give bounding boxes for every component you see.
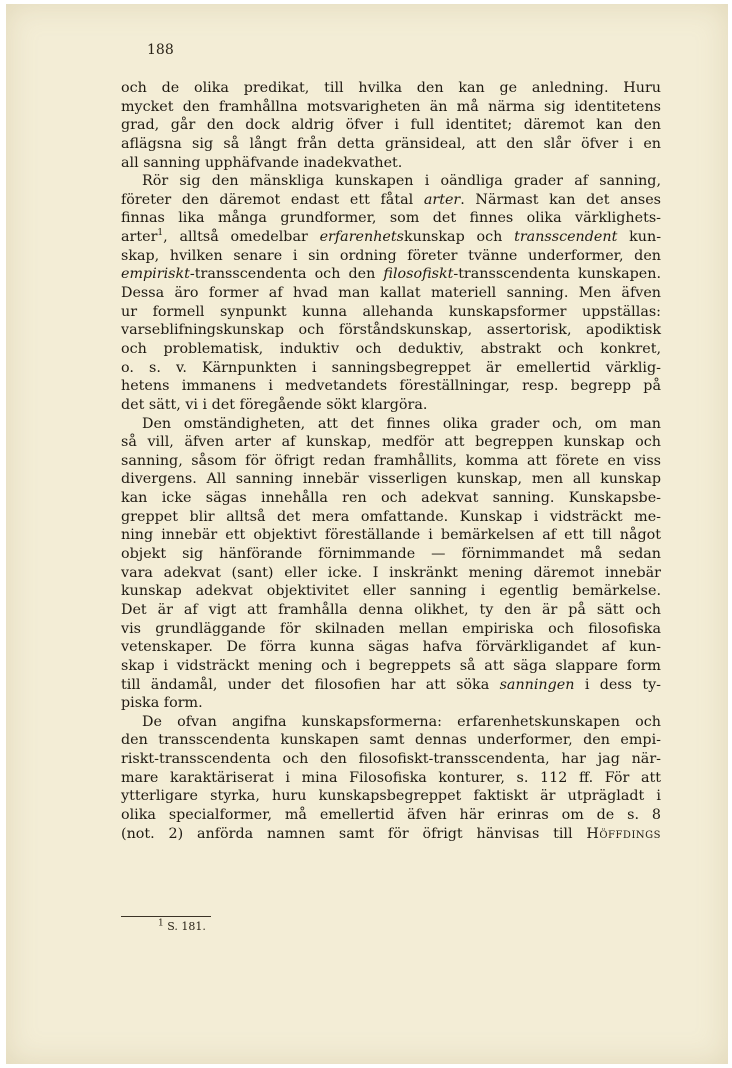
text-line — [121, 657, 661, 676]
text-line — [121, 228, 661, 247]
text-run: ytterligare styrka, huru kunskapsbegreppet faktiskt är utprägladt i — [121, 788, 661, 805]
text-run: den transscendenta kunskapen samt dennas underformer, den empi- — [121, 732, 661, 749]
text-line — [121, 825, 661, 844]
text-run: objekt sig hänförande förnimmande — förnimmandet må sedan — [121, 546, 661, 563]
text-run: och problematisk, induktiv och deduktiv, abstrakt och konkret, — [121, 340, 661, 357]
emphasis-text: transscendent — [514, 229, 618, 246]
text-line — [121, 340, 661, 359]
text-line — [121, 265, 661, 284]
text-run: vis grundläggande för skilnaden mellan empiriska och filosofiska — [121, 620, 661, 637]
text-line — [121, 79, 661, 98]
text-run: i dess ty- — [584, 676, 661, 693]
text-run: ning innebär ett objektivt föreställande i bemärkelsen af ett till något — [121, 527, 661, 544]
footnote-text: S. 181. — [167, 920, 206, 933]
text-line — [121, 676, 661, 695]
text-line — [121, 620, 661, 639]
body-text — [121, 79, 661, 843]
text-line — [121, 545, 661, 564]
text-run: mare karaktäriserat i mina Filosofiska konturer, s. 112 ff. För att — [121, 769, 661, 786]
text-line — [121, 172, 661, 191]
text-run: det sätt, vi i det föregående sökt klargöra. — [121, 396, 428, 413]
emphasis-text: filosofiskt — [383, 266, 454, 283]
text-line — [121, 98, 661, 117]
author-name: Höffdings — [586, 825, 661, 842]
text-line — [121, 787, 661, 806]
text-run: finnas lika många grundformer, som det finnes olika värklighets- — [121, 210, 661, 227]
text-run: arter — [121, 229, 158, 246]
text-line — [121, 731, 661, 750]
text-run: -transscendenta och den — [189, 266, 376, 283]
text-line — [121, 247, 661, 266]
text-line — [121, 359, 661, 378]
text-run: olika specialformer, må emellertid äfven här erinras om de s. 8 — [121, 806, 661, 823]
text-line — [121, 396, 661, 415]
text-run: Det är af vigt att framhålla denna olikhet, ty den är på sätt och — [121, 601, 661, 618]
text-line — [121, 284, 661, 303]
footnote-marker: 1 — [158, 918, 164, 929]
text-line — [121, 601, 661, 620]
text-run: till ändamål, under det filosofien har att söka — [121, 676, 490, 693]
text-line — [121, 694, 661, 713]
text-run: vetenskaper. De förra kunna sägas hafva förvärkligandet af kun- — [121, 639, 661, 656]
text-run: riskt-transscendenta och den filosofiskt-transscendenta, har jag när- — [121, 751, 661, 768]
text-run: kunskap och — [403, 229, 503, 246]
text-run: Dessa äro former af hvad man kallat materiell sanning. Men äfven — [121, 285, 661, 302]
text-run: Den omständigheten, att det finnes olika grader och, om man — [142, 415, 661, 432]
text-run: . Närmast kan det anses — [460, 191, 662, 208]
page-number: 188 — [147, 42, 174, 58]
text-run: så vill, äfven arter af kunskap, medför att begreppen kunskap och — [121, 434, 661, 451]
text-run: skap, hvilken senare i sin ordning företer tvänne underformer, den — [121, 247, 661, 264]
text-run: piska form. — [121, 695, 203, 712]
text-line — [121, 470, 661, 489]
text-run: De ofvan angifna kunskapsformerna: erfarenhetskunskapen och — [142, 713, 661, 730]
text-run: Rör sig den mänskliga kunskapen i oändliga grader af sanning, — [142, 173, 661, 190]
text-run: , alltså omedelbar — [163, 229, 308, 246]
text-line — [121, 582, 661, 601]
text-run: kun- — [629, 229, 662, 246]
text-line — [121, 209, 661, 228]
text-run: varseblifningskunskap och förståndskunskap, assertorisk, apodiktisk — [121, 322, 661, 339]
text-line — [121, 154, 661, 173]
emphasis-text: sanningen — [499, 676, 575, 693]
book-page — [6, 4, 728, 1064]
text-run: skap i vidsträckt mening och i begreppets så att säga slappare form — [121, 657, 661, 674]
text-line — [121, 750, 661, 769]
text-run: all sanning upphäfvande inadekvathet. — [121, 154, 403, 171]
footnote-reference: 1 — [157, 228, 164, 239]
text-run: sanning, såsom för öfrigt redan framhållits, komma att förete en viss — [121, 452, 661, 469]
text-line — [121, 452, 661, 471]
text-line — [121, 489, 661, 508]
text-run: o. s. v. Kärnpunkten i sanningsbegreppet är emellertid värklig- — [121, 359, 661, 376]
text-run: kan icke sägas innehålla ren och adekvat sanning. Kunskapsbe- — [121, 490, 661, 507]
text-run: grad, går den dock aldrig öfver i full identitet; däremot kan den — [121, 117, 661, 134]
text-run: vara adekvat (sant) eller icke. I inskränkt mening däremot innebär — [121, 564, 661, 581]
text-line — [121, 321, 661, 340]
text-line — [121, 564, 661, 583]
text-run: (not. 2) anförda namnen samt för öfrigt hänvisas till — [121, 825, 573, 842]
text-line — [121, 377, 661, 396]
emphasis-text: empiriskt — [121, 266, 190, 283]
text-run: greppet blir alltså det mera omfattande. Kunskap i vidsträckt me- — [121, 508, 661, 525]
text-run: mycket den framhållna motsvarigheten än må närma sig identitetens — [121, 98, 661, 115]
text-run: kunskap adekvat objektivitet eller sanning i egentlig bemärkelse. — [121, 583, 661, 600]
text-line — [121, 638, 661, 657]
text-line — [121, 116, 661, 135]
text-line — [121, 806, 661, 825]
text-line — [121, 526, 661, 545]
text-run: -transscendenta kunskapen. — [453, 266, 661, 283]
text-run: ur formell synpunkt kunna allehanda kunskapsformer uppställas: — [121, 303, 661, 320]
text-line — [121, 433, 661, 452]
text-run: aflägsna sig så långt från detta gränsideal, att den slår öfver i en — [121, 135, 661, 152]
text-line — [121, 769, 661, 788]
text-line — [121, 135, 661, 154]
text-run: hetens immanens i medvetandets föreställningar, resp. begrepp på — [121, 378, 661, 395]
text-run: divergens. All sanning innebär visserligen kunskap, men all kunskap — [121, 471, 661, 488]
text-run: och de olika predikat, till hvilka den kan ge anledning. Huru — [121, 80, 661, 96]
footnote — [158, 920, 206, 933]
text-line — [121, 191, 661, 210]
emphasis-text: arter — [423, 191, 461, 208]
emphasis-text: erfarenhets — [319, 229, 404, 246]
text-line — [121, 508, 661, 527]
text-line — [121, 415, 661, 434]
text-line — [121, 713, 661, 732]
text-line — [121, 303, 661, 322]
text-run: företer den däremot endast ett fåtal — [121, 191, 414, 208]
footnote-divider — [121, 916, 211, 917]
